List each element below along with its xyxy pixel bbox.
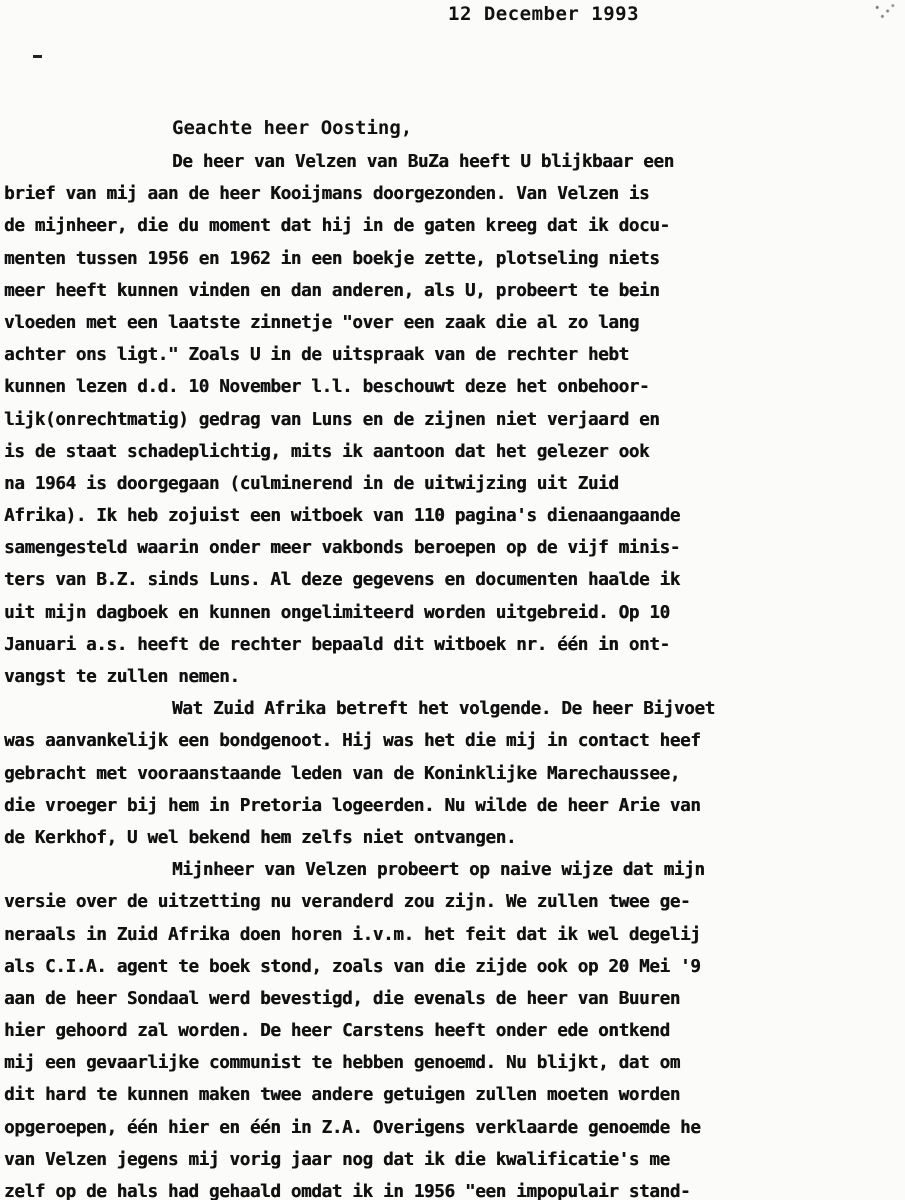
letter-line: kunnen lezen d.d. 10 November l.l. beschouwt deze het onbehoor- (4, 377, 650, 398)
letter-line: brief van mij aan de heer Kooijmans doorgezonden. Van Velzen is (4, 184, 650, 205)
letter-line: lijk(onrechtmatig) gedrag van Luns en de zijnen niet verjaard en (4, 409, 660, 430)
letter-line: de mijnheer, die du moment dat hij in de gaten kreeg dat ik docu- (4, 216, 670, 237)
scan-noise (872, 2, 898, 20)
letter-line: Wat Zuid Afrika betreft het volgende. De heer Bijvoet (172, 699, 715, 720)
letter-line: uit mijn dagboek en kunnen ongelimiteerd worden uitgebreid. Op 10 (4, 602, 670, 623)
letter-greeting: Geachte heer Oosting, (172, 117, 413, 139)
letter-line: na 1964 is doorgegaan (culminerend in de uitwijzing uit Zuid (4, 473, 619, 494)
letter-line: van Velzen jegens mij vorig jaar nog dat ik die kwalificatie's me (4, 1149, 670, 1170)
letter-line: Januari a.s. heeft de rechter bepaald dit witboek nr. één in ont- (4, 634, 670, 655)
letter-line: De heer van Velzen van BuZa heeft U blijkbaar een (172, 152, 674, 172)
letter-line: samengesteld waarin onder meer vakbonds beroepen op de vijf minis- (4, 538, 680, 559)
letter-line: is de staat schadeplichtig, mits ik aantoon dat het gelezer ook (4, 441, 650, 462)
letter-line: achter ons ligt." Zoals U in de uitspraak van de rechter hebt (4, 345, 629, 366)
letter-line: Mijnheer van Velzen probeert op naive wijze dat mijn (172, 860, 705, 881)
letter-line: gebracht met vooraanstaande leden van de Koninklijke Marechaussee, (4, 763, 680, 784)
letter-line: neraals in Zuid Afrika doen horen i.v.m. het feit dat ik wel degelij (4, 924, 701, 945)
letter-line: aan de heer Sondaal werd bevestigd, die evenals de heer van Buuren (4, 988, 680, 1009)
letter-line: mij een gevaarlijke communist te hebben genoemd. Nu blijkt, dat om (4, 1053, 680, 1074)
letter-line: ters van B.Z. sinds Luns. Al deze gegevens en documenten haalde ik (4, 570, 680, 591)
letter-line: menten tussen 1956 en 1962 in een boekje zette, plotseling niets (4, 248, 660, 269)
letter-line: dit hard te kunnen maken twee andere getuigen zullen moeten worden (4, 1085, 680, 1106)
letter-body (4, 146, 905, 1200)
letter-line: de Kerkhof, U wel bekend hem zelfs niet ontvangen. (4, 827, 517, 848)
letter-line: vangst te zullen nemen. (4, 667, 240, 687)
letter-line: versie over de uitzetting nu veranderd zou zijn. We zullen twee ge- (4, 892, 691, 913)
letter-line: als C.I.A. agent te boek stond, zoals van die zijde ook op 20 Mei '9 (4, 956, 701, 977)
letter-line: zelf op de hals had gehaald omdat ik in 1956 "een impopulair stand- (4, 1182, 691, 1200)
letter-line: was aanvankelijk een bondgenoot. Hij was het die mij in contact heef (4, 731, 701, 752)
letter-line: Afrika). Ik heb zojuist een witboek van 110 pagina's dienaangaande (4, 506, 680, 527)
letter-line: hier gehoord zal worden. De heer Carstens heeft onder ede ontkend (4, 1021, 670, 1042)
margin-mark (33, 55, 42, 58)
letter-line: vloeden met een laatste zinnetje "over een zaak die al zo lang (4, 312, 640, 333)
letter-line: meer heeft kunnen vinden en dan anderen, als U, probeert te bein (4, 280, 660, 301)
letter-date: 12 December 1993 (448, 3, 640, 25)
letter-line: opgeroepen, één hier en één in Z.A. Overigens verklaarde genoemde he (4, 1117, 701, 1138)
letter-line: die vroeger bij hem in Pretoria logeerden. Nu wilde de heer Arie van (4, 795, 701, 816)
